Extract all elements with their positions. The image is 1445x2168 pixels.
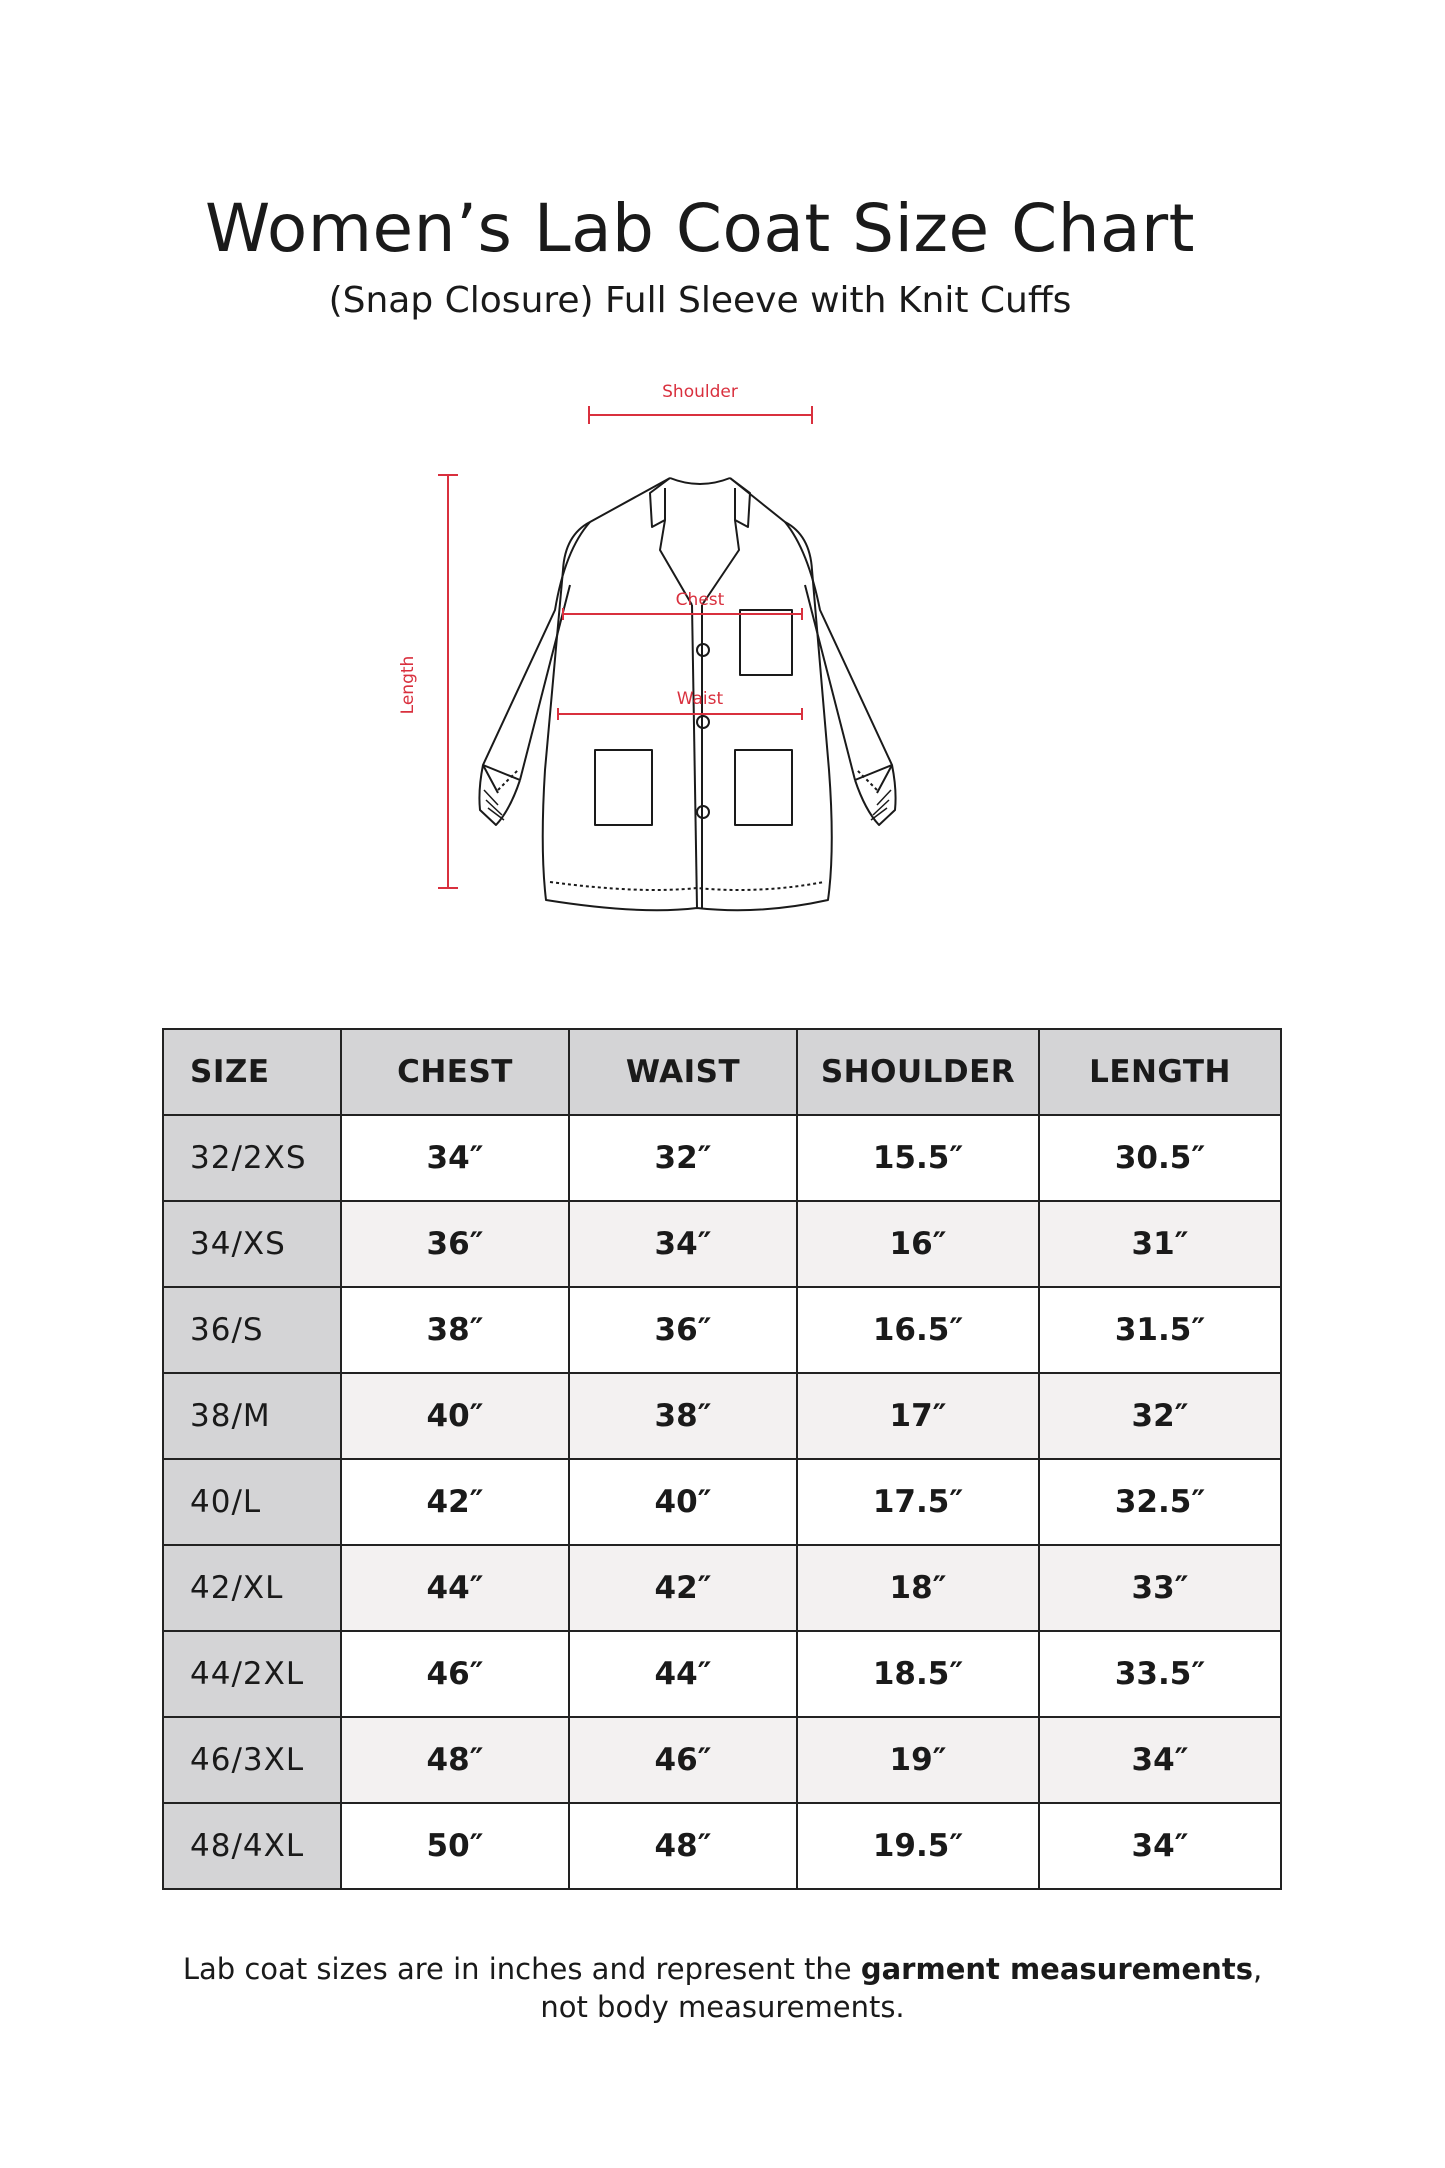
- chest-cell: 42″: [341, 1459, 569, 1545]
- shoulder-cell: 15.5″: [797, 1115, 1039, 1201]
- header-length: LENGTH: [1039, 1029, 1281, 1115]
- chest-cell: 36″: [341, 1201, 569, 1287]
- waist-cell: 42″: [569, 1545, 797, 1631]
- table-row: [163, 1545, 1281, 1631]
- length-cell: 31.5″: [1039, 1287, 1281, 1373]
- waist-cell: 36″: [569, 1287, 797, 1373]
- size-cell: 44/2XL: [163, 1631, 341, 1717]
- table-row: [163, 1459, 1281, 1545]
- shoulder-cell: 17″: [797, 1373, 1039, 1459]
- shoulder-cell: 18.5″: [797, 1631, 1039, 1717]
- length-cell: 30.5″: [1039, 1115, 1281, 1201]
- footnote-text: Lab coat sizes are in inches and represent the: [182, 1952, 861, 1986]
- shoulder-cell: 18″: [797, 1545, 1039, 1631]
- chest-cell: 38″: [341, 1287, 569, 1373]
- shoulder-cell: 16.5″: [797, 1287, 1039, 1373]
- page-subtitle: (Snap Closure) Full Sleeve with Knit Cuffs: [328, 280, 1072, 321]
- footnote-line-2: not body measurements.: [540, 1990, 905, 2024]
- chest-cell: 40″: [341, 1373, 569, 1459]
- size-cell: 32/2XS: [163, 1115, 341, 1201]
- size-cell: 46/3XL: [163, 1717, 341, 1803]
- size-cell: 36/S: [163, 1287, 341, 1373]
- shoulder-cell: 16″: [797, 1201, 1039, 1287]
- table-row: [163, 1373, 1281, 1459]
- size-cell: 48/4XL: [163, 1803, 341, 1889]
- size-cell: 34/XS: [163, 1201, 341, 1287]
- length-cell: 33″: [1039, 1545, 1281, 1631]
- chest-cell: 48″: [341, 1717, 569, 1803]
- chest-cell: 34″: [341, 1115, 569, 1201]
- length-cell: 34″: [1039, 1717, 1281, 1803]
- waist-label: Waist: [676, 689, 724, 709]
- table-row: [163, 1717, 1281, 1803]
- measurement-markers: [438, 406, 812, 888]
- length-cell: 31″: [1039, 1201, 1281, 1287]
- table-row: [163, 1803, 1281, 1889]
- footnote: [0, 1950, 1445, 2026]
- header-size: SIZE: [163, 1029, 341, 1115]
- shoulder-cell: 19″: [797, 1717, 1039, 1803]
- table-row: [163, 1115, 1281, 1201]
- shoulder-label: Shoulder: [662, 382, 738, 402]
- header-shoulder: SHOULDER: [797, 1029, 1039, 1115]
- table-row: [163, 1201, 1281, 1287]
- waist-cell: 32″: [569, 1115, 797, 1201]
- size-table: [162, 1028, 1282, 1890]
- length-cell: 32″: [1039, 1373, 1281, 1459]
- shoulder-cell: 17.5″: [797, 1459, 1039, 1545]
- footnote-emphasis: garment measurements: [860, 1952, 1253, 1986]
- table-row: [163, 1631, 1281, 1717]
- header-chest: CHEST: [341, 1029, 569, 1115]
- chest-cell: 46″: [341, 1631, 569, 1717]
- length-cell: 33.5″: [1039, 1631, 1281, 1717]
- waist-cell: 38″: [569, 1373, 797, 1459]
- chest-label: Chest: [675, 590, 725, 610]
- page-title: Women’s Lab Coat Size Chart: [204, 190, 1196, 267]
- waist-cell: 44″: [569, 1631, 797, 1717]
- lab-coat-diagram: [380, 370, 940, 930]
- waist-cell: 40″: [569, 1459, 797, 1545]
- waist-cell: 46″: [569, 1717, 797, 1803]
- chest-cell: 50″: [341, 1803, 569, 1889]
- footnote-comma: ,: [1252, 1952, 1263, 1986]
- header-waist: WAIST: [569, 1029, 797, 1115]
- waist-cell: 34″: [569, 1201, 797, 1287]
- chest-cell: 44″: [341, 1545, 569, 1631]
- length-label: Length: [398, 655, 418, 715]
- shoulder-cell: 19.5″: [797, 1803, 1039, 1889]
- length-cell: 34″: [1039, 1803, 1281, 1889]
- table-row: [163, 1287, 1281, 1373]
- size-cell: 40/L: [163, 1459, 341, 1545]
- size-cell: 42/XL: [163, 1545, 341, 1631]
- size-cell: 38/M: [163, 1373, 341, 1459]
- waist-cell: 48″: [569, 1803, 797, 1889]
- length-cell: 32.5″: [1039, 1459, 1281, 1545]
- table-header-row: [163, 1029, 1281, 1115]
